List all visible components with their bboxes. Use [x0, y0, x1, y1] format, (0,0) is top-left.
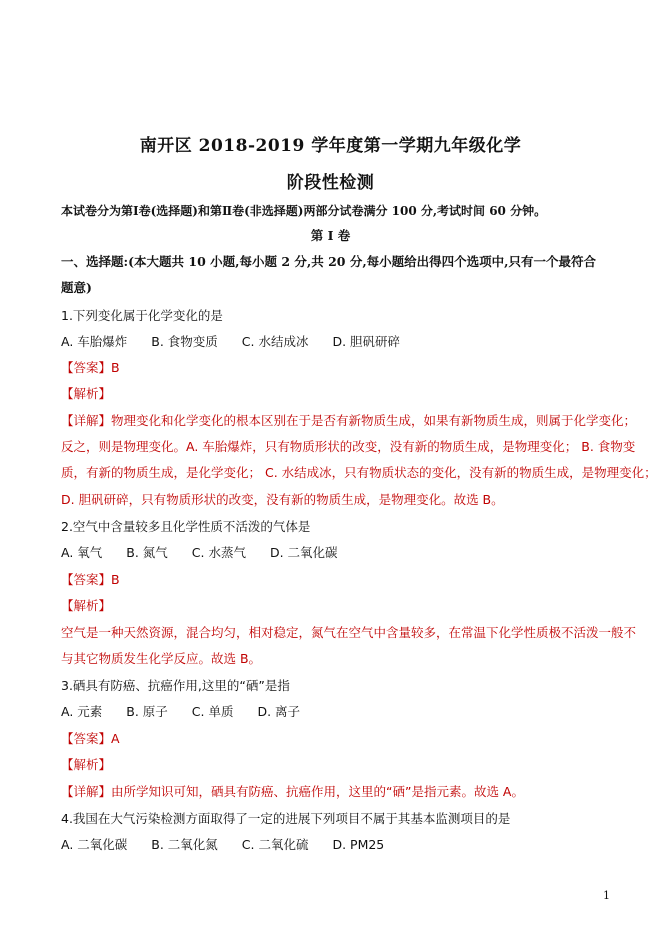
option-d: D. PM25 [332, 837, 385, 852]
question-4-options [61, 837, 606, 853]
section-instructions-continued: 题意) [61, 280, 92, 295]
question-4-stem: 4.我国在大气污染检测方面取得了一定的进展下列项目不属于其基本监测项目的是 [61, 811, 511, 826]
question-2-options [61, 545, 606, 561]
question-1-answer: 【答案】B [61, 360, 120, 375]
option-a: A. 车胎爆炸 [61, 334, 128, 349]
question-1-explanation-line: 质，有新的物质生成，是化学变化； C. 水结成冰，只有物质状态的变化，没有新的物质生成，是物理变化； [61, 465, 657, 480]
question-1-stem: 1.下列变化属于化学变化的是 [61, 308, 223, 323]
question-3-answer: 【答案】A [61, 731, 120, 746]
question-1-explanation-line: 【详解】物理变化和化学变化的根本区别在于是否有新物质生成，如果有新物质生成，则属于化学变化； [61, 413, 637, 428]
question-2-stem: 2.空气中含量较多且化学性质不活泼的气体是 [61, 519, 311, 534]
option-c: C. 水结成冰 [241, 334, 309, 349]
question-3-options [61, 704, 606, 720]
option-b: B. 二氧化氮 [151, 837, 218, 852]
section-instructions: 一、选择题:(本大题共 10 小题,每小题 2 分,共 20 分,每小题给出得四个选项中,只有一个最符合 [61, 254, 597, 269]
option-a: A. 氧气 [61, 545, 103, 560]
option-d: D. 离子 [257, 704, 301, 719]
option-b: B. 氮气 [126, 545, 168, 560]
option-a: A. 元素 [61, 704, 103, 719]
option-b: B. 原子 [126, 704, 168, 719]
option-d: D. 二氧化碳 [269, 545, 338, 560]
option-c: C. 单质 [191, 704, 234, 719]
question-2-explanation-line: 与其它物质发生化学反应。故选 B。 [61, 651, 262, 666]
option-c: C. 水蒸气 [191, 545, 246, 560]
option-d: D. 胆矾研碎 [332, 334, 401, 349]
question-1-options [61, 334, 606, 350]
document-title: 南开区 2018-2019 学年度第一学期九年级化学 [139, 136, 522, 156]
page-number: 1 [603, 889, 610, 902]
document-subtitle: 阶段性检测 [286, 173, 375, 193]
question-2-answer: 【答案】B [61, 572, 120, 587]
question-2-analysis-label: 【解析】 [61, 598, 112, 613]
option-a: A. 二氧化碳 [61, 837, 128, 852]
question-1-analysis-label: 【解析】 [61, 386, 112, 401]
question-3-stem: 3.硒具有防癌、抗癌作用,这里的“硒”是指 [61, 678, 290, 693]
question-1-explanation-line: 反之，则是物理变化。A. 车胎爆炸，只有物质形状的改变，没有新的物质生成，是物理变化； B. 食物变 [61, 439, 636, 454]
question-1-explanation-line: D. 胆矾研碎，只有物质形状的改变，没有新的物质生成，是物理变化。故选 B。 [61, 492, 504, 507]
option-b: B. 食物变质 [151, 334, 218, 349]
question-3-analysis-label: 【解析】 [61, 757, 112, 772]
option-c: C. 二氧化硫 [241, 837, 309, 852]
volume-label: 第 I 卷 [310, 228, 351, 243]
question-2-explanation-line: 空气是一种天然资源，混合均匀，相对稳定，氮气在空气中含量较多，在常温下化学性质极不活泼一般不 [61, 625, 637, 640]
question-3-explanation-line: 【详解】由所学知识可知，硒具有防癌、抗癌作用，这里的“硒”是指元素。故选 A。 [61, 784, 524, 799]
exam-intro: 本试卷分为第Ⅰ卷(选择题)和第Ⅱ卷(非选择题)两部分试卷满分 100 分,考试时间 60 分钟。 [61, 204, 547, 218]
